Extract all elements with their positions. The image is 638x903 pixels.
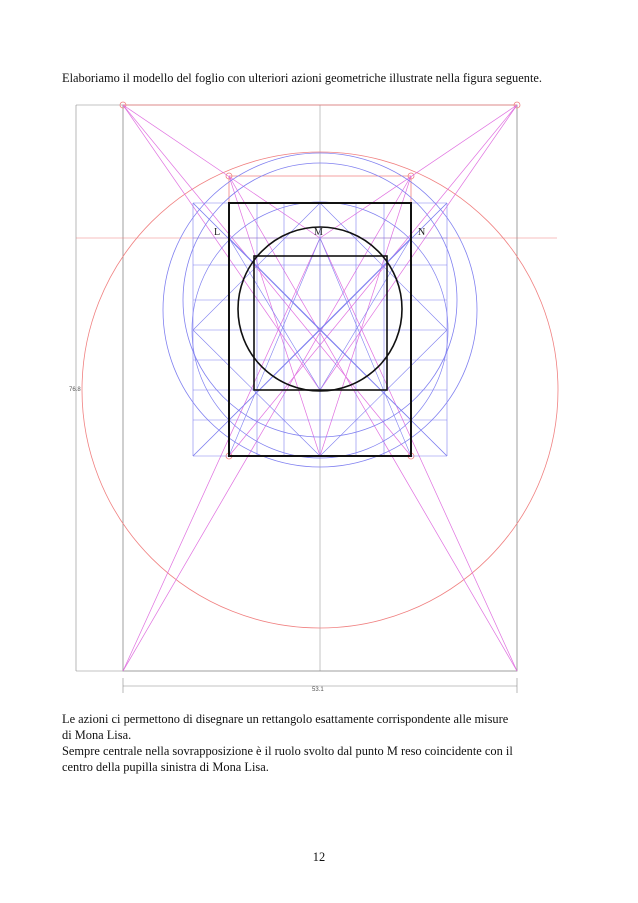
point-label-m: M	[314, 227, 323, 238]
caption-line-3: Sempre centrale nella sovrapposizione è il ruolo svolto dal punto M reso coincidente con il	[62, 744, 513, 758]
magenta-diagonal-10	[123, 105, 320, 238]
magenta-diagonal-6	[123, 176, 411, 671]
point-label-n: N	[418, 227, 426, 238]
magenta-diagonal-11	[320, 105, 517, 238]
width-dimension-label: 53.1	[312, 687, 324, 693]
blue-diagonal-12	[229, 238, 320, 456]
blue-diagonal-15	[320, 238, 411, 390]
magenta-diagonal-7	[229, 176, 517, 671]
height-dimension-label: 76.8	[69, 387, 81, 393]
intro-paragraph: Elaboriamo il modello del foglio con ulteriori azioni geometriche illustrate nella figura seguente.	[62, 71, 542, 85]
construction-lines	[76, 102, 558, 693]
blue-diagonal-14	[229, 238, 320, 390]
point-label-l: L	[214, 227, 221, 238]
blue-diagonal-13	[320, 238, 411, 456]
caption-line-1: Le azioni ci permettono di disegnare un rettangolo esattamente corrispondente alle misure	[62, 712, 509, 726]
magenta-diagonal-0	[123, 105, 320, 390]
magenta-diagonal-1	[320, 105, 517, 390]
caption-line-2: di Mona Lisa.	[62, 728, 132, 742]
page-number: 12	[312, 850, 326, 864]
caption-line-4: centro della pupilla sinistra di Mona Lisa.	[62, 760, 269, 774]
